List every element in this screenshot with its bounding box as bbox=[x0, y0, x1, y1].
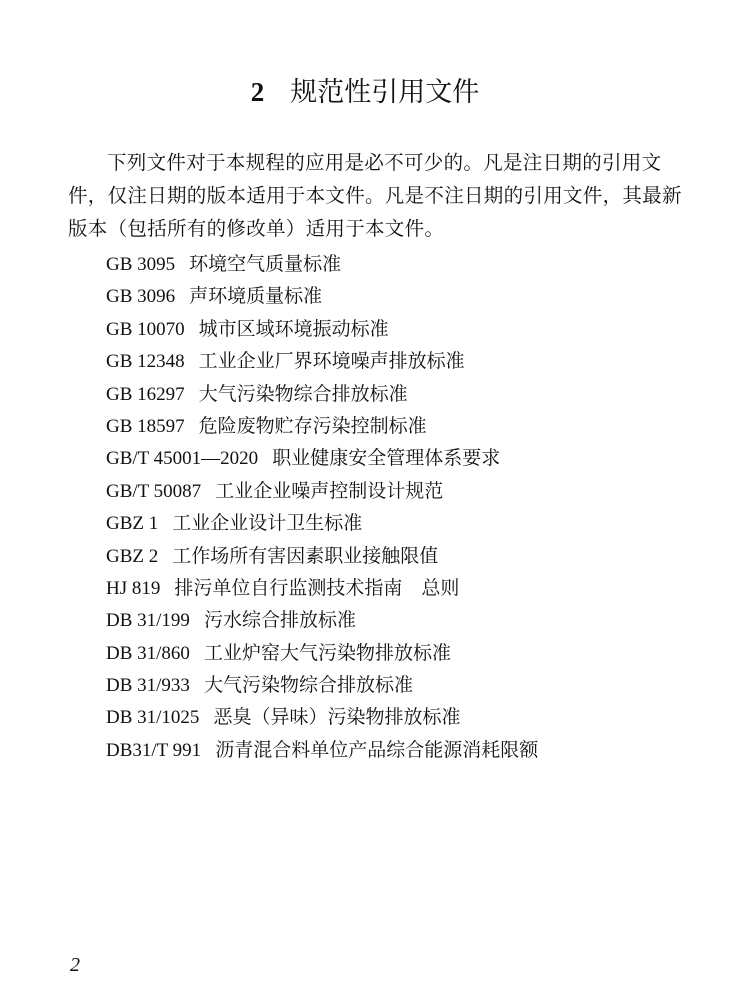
section-title: 规范性引用文件 bbox=[290, 77, 480, 108]
reference-title: 沥青混合料单位产品综合能源消耗限额 bbox=[215, 738, 539, 761]
reference-item bbox=[106, 475, 538, 507]
reference-code: GB 16297 bbox=[106, 383, 185, 405]
reference-title: 大气污染物综合排放标准 bbox=[198, 382, 408, 405]
reference-title: 工作场所有害因素职业接触限值 bbox=[172, 544, 439, 567]
reference-item bbox=[106, 572, 538, 604]
reference-code: GB/T 50087 bbox=[106, 480, 202, 502]
reference-code: GBZ 2 bbox=[106, 545, 159, 567]
reference-item bbox=[106, 345, 538, 377]
reference-title: 职业健康安全管理体系要求 bbox=[272, 447, 501, 470]
reference-code: GB/T 45001—2020 bbox=[106, 448, 259, 470]
reference-title: 大气污染物综合排放标准 bbox=[203, 674, 413, 697]
reference-code: DB 31/1025 bbox=[106, 707, 200, 729]
page-number: 2 bbox=[70, 954, 80, 976]
reference-code: GB 12348 bbox=[106, 351, 185, 373]
reference-title: 城市区域环境振动标准 bbox=[198, 317, 389, 340]
reference-item bbox=[106, 669, 538, 701]
reference-item bbox=[106, 701, 538, 733]
reference-item bbox=[106, 637, 538, 669]
reference-item bbox=[106, 604, 538, 636]
reference-title: 恶臭（异味）污染物排放标准 bbox=[213, 706, 461, 729]
reference-code: GBZ 1 bbox=[106, 513, 159, 535]
section-number: 2 bbox=[250, 77, 265, 107]
reference-title: 污水综合排放标准 bbox=[203, 609, 356, 632]
reference-title: 危险废物贮存污染控制标准 bbox=[198, 414, 427, 437]
reference-title: 排污单位自行监测技术指南 总则 bbox=[174, 576, 460, 599]
reference-code: GB 3095 bbox=[106, 254, 176, 275]
reference-code: GB 3096 bbox=[106, 286, 176, 308]
reference-item bbox=[106, 313, 538, 345]
reference-title: 工业企业设计卫生标准 bbox=[172, 512, 363, 535]
reference-item bbox=[106, 734, 538, 766]
reference-item bbox=[106, 248, 538, 280]
reference-code: DB 31/199 bbox=[106, 610, 190, 632]
reference-code: GB 10070 bbox=[106, 318, 185, 340]
reference-code: HJ 819 bbox=[106, 577, 161, 599]
section-heading bbox=[0, 72, 730, 113]
reference-item bbox=[106, 507, 538, 539]
reference-code: DB 31/860 bbox=[106, 642, 190, 664]
reference-item bbox=[106, 442, 538, 474]
reference-title: 工业企业厂界环境噪声排放标准 bbox=[198, 350, 465, 373]
reference-item bbox=[106, 280, 538, 312]
reference-list bbox=[106, 248, 538, 766]
reference-code: GB 18597 bbox=[106, 415, 185, 437]
reference-title: 声环境质量标准 bbox=[189, 285, 323, 308]
intro-paragraph: 下列文件对于本规程的应用是必不可少的。凡是注日期的引用文件，仅注日期的版本适用于本文件。凡是不注日期的引用文件，其最新版本（包括所有的修改单）适用于本文件。 bbox=[68, 151, 682, 240]
reference-item bbox=[106, 540, 538, 572]
reference-title: 工业炉窑大气污染物排放标准 bbox=[203, 641, 451, 664]
reference-item bbox=[106, 410, 538, 442]
reference-code: DB31/T 991 bbox=[106, 739, 202, 761]
reference-title: 环境空气质量标准 bbox=[189, 253, 342, 275]
reference-item bbox=[106, 378, 538, 410]
reference-code: DB 31/933 bbox=[106, 675, 190, 697]
reference-title: 工业企业噪声控制设计规范 bbox=[215, 479, 444, 502]
